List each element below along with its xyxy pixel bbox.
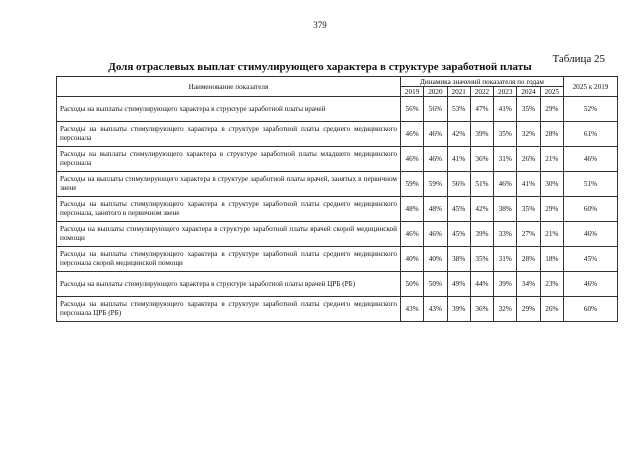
year-value-cell: 39% <box>494 272 517 297</box>
year-value-cell: 46% <box>400 147 423 172</box>
table-row <box>57 122 618 147</box>
year-value-cell: 50% <box>400 272 423 297</box>
year-value-cell: 29% <box>517 297 540 322</box>
header-year: 2023 <box>494 87 517 97</box>
header-dynamics: Динамика значений показателя по годам <box>400 77 563 87</box>
year-value-cell: 39% <box>470 222 493 247</box>
year-value-cell: 41% <box>517 172 540 197</box>
year-value-cell: 38% <box>494 197 517 222</box>
ratio-value-cell: 60% <box>563 297 617 322</box>
year-value-cell: 43% <box>400 297 423 322</box>
ratio-value-cell: 46% <box>563 147 617 172</box>
page-number: 379 <box>313 20 327 30</box>
year-value-cell: 32% <box>494 297 517 322</box>
year-value-cell: 41% <box>494 97 517 122</box>
year-value-cell: 53% <box>447 97 470 122</box>
ratio-value-cell: 61% <box>563 122 617 147</box>
year-value-cell: 40% <box>400 247 423 272</box>
year-value-cell: 46% <box>424 122 447 147</box>
year-value-cell: 29% <box>540 97 563 122</box>
table-row <box>57 97 618 122</box>
header-year: 2025 <box>540 87 563 97</box>
indicator-name: Расходы на выплаты стимулирующего характера в структуре заработной платы врачей, занятых в первичном звене <box>57 172 401 197</box>
year-value-cell: 21% <box>540 147 563 172</box>
year-value-cell: 18% <box>540 247 563 272</box>
year-value-cell: 30% <box>540 172 563 197</box>
header-year: 2019 <box>400 87 423 97</box>
year-value-cell: 45% <box>447 222 470 247</box>
indicator-name: Расходы на выплаты стимулирующего характера в структуре заработной платы врачей <box>57 97 401 122</box>
indicator-name: Расходы на выплаты стимулирующего характера в структуре заработной платы среднего медицинского персонала <box>57 122 401 147</box>
indicator-name: Расходы на выплаты стимулирующего характера в структуре заработной платы врачей скорой медицинской помощи <box>57 222 401 247</box>
header-year: 2024 <box>517 87 540 97</box>
year-value-cell: 56% <box>447 172 470 197</box>
year-value-cell: 27% <box>517 222 540 247</box>
ratio-value-cell: 52% <box>563 97 617 122</box>
year-value-cell: 26% <box>517 147 540 172</box>
year-value-cell: 38% <box>447 247 470 272</box>
year-value-cell: 35% <box>517 197 540 222</box>
year-value-cell: 35% <box>494 122 517 147</box>
year-value-cell: 45% <box>447 197 470 222</box>
table-row <box>57 197 618 222</box>
year-value-cell: 59% <box>400 172 423 197</box>
year-value-cell: 31% <box>494 247 517 272</box>
ratio-value-cell: 46% <box>563 272 617 297</box>
table-row <box>57 297 618 322</box>
year-value-cell: 47% <box>470 97 493 122</box>
table-row <box>57 147 618 172</box>
header-ratio: 2025 к 2019 <box>563 77 617 97</box>
year-value-cell: 42% <box>447 122 470 147</box>
indicator-name: Расходы на выплаты стимулирующего характера в структуре заработной платы среднего медицинского персонала скорой медицинской помощи <box>57 247 401 272</box>
year-value-cell: 31% <box>494 147 517 172</box>
header-year: 2020 <box>424 87 447 97</box>
year-value-cell: 26% <box>540 297 563 322</box>
table-row <box>57 222 618 247</box>
year-value-cell: 46% <box>494 172 517 197</box>
indicator-name: Расходы на выплаты стимулирующего характера в структуре заработной платы младшего медицинского персонала <box>57 147 401 172</box>
year-value-cell: 56% <box>424 97 447 122</box>
year-value-cell: 41% <box>447 147 470 172</box>
year-value-cell: 46% <box>424 222 447 247</box>
indicator-table <box>56 76 618 322</box>
year-value-cell: 29% <box>540 197 563 222</box>
table-row <box>57 247 618 272</box>
year-value-cell: 21% <box>540 222 563 247</box>
year-value-cell: 56% <box>400 97 423 122</box>
ratio-value-cell: 45% <box>563 247 617 272</box>
ratio-value-cell: 51% <box>563 172 617 197</box>
year-value-cell: 35% <box>517 97 540 122</box>
year-value-cell: 43% <box>424 297 447 322</box>
table-row <box>57 172 618 197</box>
year-value-cell: 35% <box>470 247 493 272</box>
year-value-cell: 44% <box>470 272 493 297</box>
year-value-cell: 36% <box>470 147 493 172</box>
table-row <box>57 272 618 297</box>
indicator-name: Расходы на выплаты стимулирующего характера в структуре заработной платы среднего медицинского персонала ЦРБ (РБ) <box>57 297 401 322</box>
year-value-cell: 34% <box>517 272 540 297</box>
table-body <box>57 97 618 322</box>
year-value-cell: 48% <box>400 197 423 222</box>
year-value-cell: 42% <box>470 197 493 222</box>
indicator-name: Расходы на выплаты стимулирующего характера в структуре заработной платы среднего медицинского персонала, занятого в первичном звене <box>57 197 401 222</box>
header-year: 2021 <box>447 87 470 97</box>
year-value-cell: 51% <box>470 172 493 197</box>
year-value-cell: 39% <box>470 122 493 147</box>
year-value-cell: 59% <box>424 172 447 197</box>
year-value-cell: 46% <box>400 122 423 147</box>
year-value-cell: 32% <box>517 122 540 147</box>
ratio-value-cell: 60% <box>563 197 617 222</box>
year-value-cell: 23% <box>540 272 563 297</box>
year-value-cell: 46% <box>424 147 447 172</box>
ratio-value-cell: 46% <box>563 222 617 247</box>
year-value-cell: 49% <box>447 272 470 297</box>
year-value-cell: 36% <box>470 297 493 322</box>
year-value-cell: 46% <box>400 222 423 247</box>
year-value-cell: 50% <box>424 272 447 297</box>
year-value-cell: 28% <box>517 247 540 272</box>
table-label: Таблица 25 <box>552 53 605 65</box>
year-value-cell: 40% <box>424 247 447 272</box>
table-title: Доля отраслевых выплат стимулирующего характера в структуре заработной платы <box>108 61 532 73</box>
indicator-name: Расходы на выплаты стимулирующего характера в структуре заработной платы врачей ЦРБ (РБ) <box>57 272 401 297</box>
year-value-cell: 39% <box>447 297 470 322</box>
header-year: 2022 <box>470 87 493 97</box>
year-value-cell: 33% <box>494 222 517 247</box>
year-value-cell: 28% <box>540 122 563 147</box>
header-indicator-name: Наименование показателя <box>57 77 401 97</box>
year-value-cell: 48% <box>424 197 447 222</box>
